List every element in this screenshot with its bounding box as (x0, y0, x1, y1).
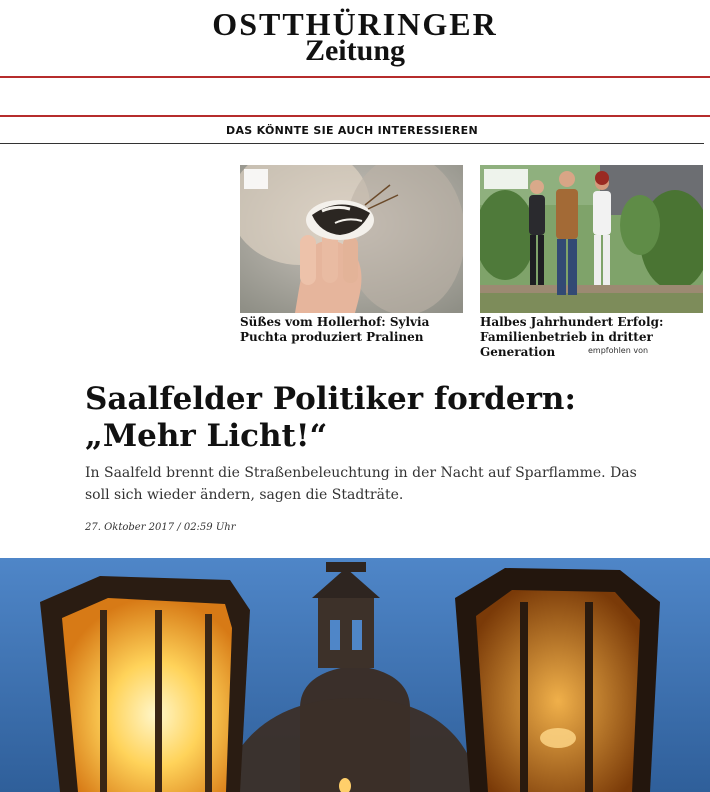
article-dateline: 27. Oktober 2017 / 02:59 Uhr (85, 522, 236, 533)
logo-line-2[interactable]: Zeitung (304, 34, 406, 67)
recommendation-image-pralines[interactable] (240, 165, 463, 313)
article-teaser: In Saalfeld brennt die Straßenbeleuchtung in der Nacht auf Sparflamme. Das soll sich wieder ändern, sagen die Stadträte. (85, 465, 637, 503)
sponsor-note[interactable]: empfohlen von (588, 346, 649, 355)
logo-line-1[interactable]: OSTTHÜRINGER (212, 6, 498, 42)
recommendation-card[interactable] (480, 165, 703, 360)
masthead (0, 0, 710, 76)
recommendation-card[interactable] (240, 165, 463, 345)
top-divider (0, 76, 710, 78)
section-heading: DAS KÖNNTE SIE AUCH INTERESSIEREN (0, 117, 704, 144)
article-headline: Saalfelder Politiker fordern: „Mehr Licht!“ (85, 381, 576, 454)
recommendation-title[interactable]: Halbes Jahrhundert Erfolg: Familienbetrieb in dritter Generation (480, 315, 664, 359)
recommendation-image-family[interactable] (480, 165, 703, 313)
hero-image-street-lamps (0, 558, 710, 792)
recommendation-title[interactable]: Süßes vom Hollerhof: Sylvia Puchta produziert Pralinen (240, 315, 430, 344)
